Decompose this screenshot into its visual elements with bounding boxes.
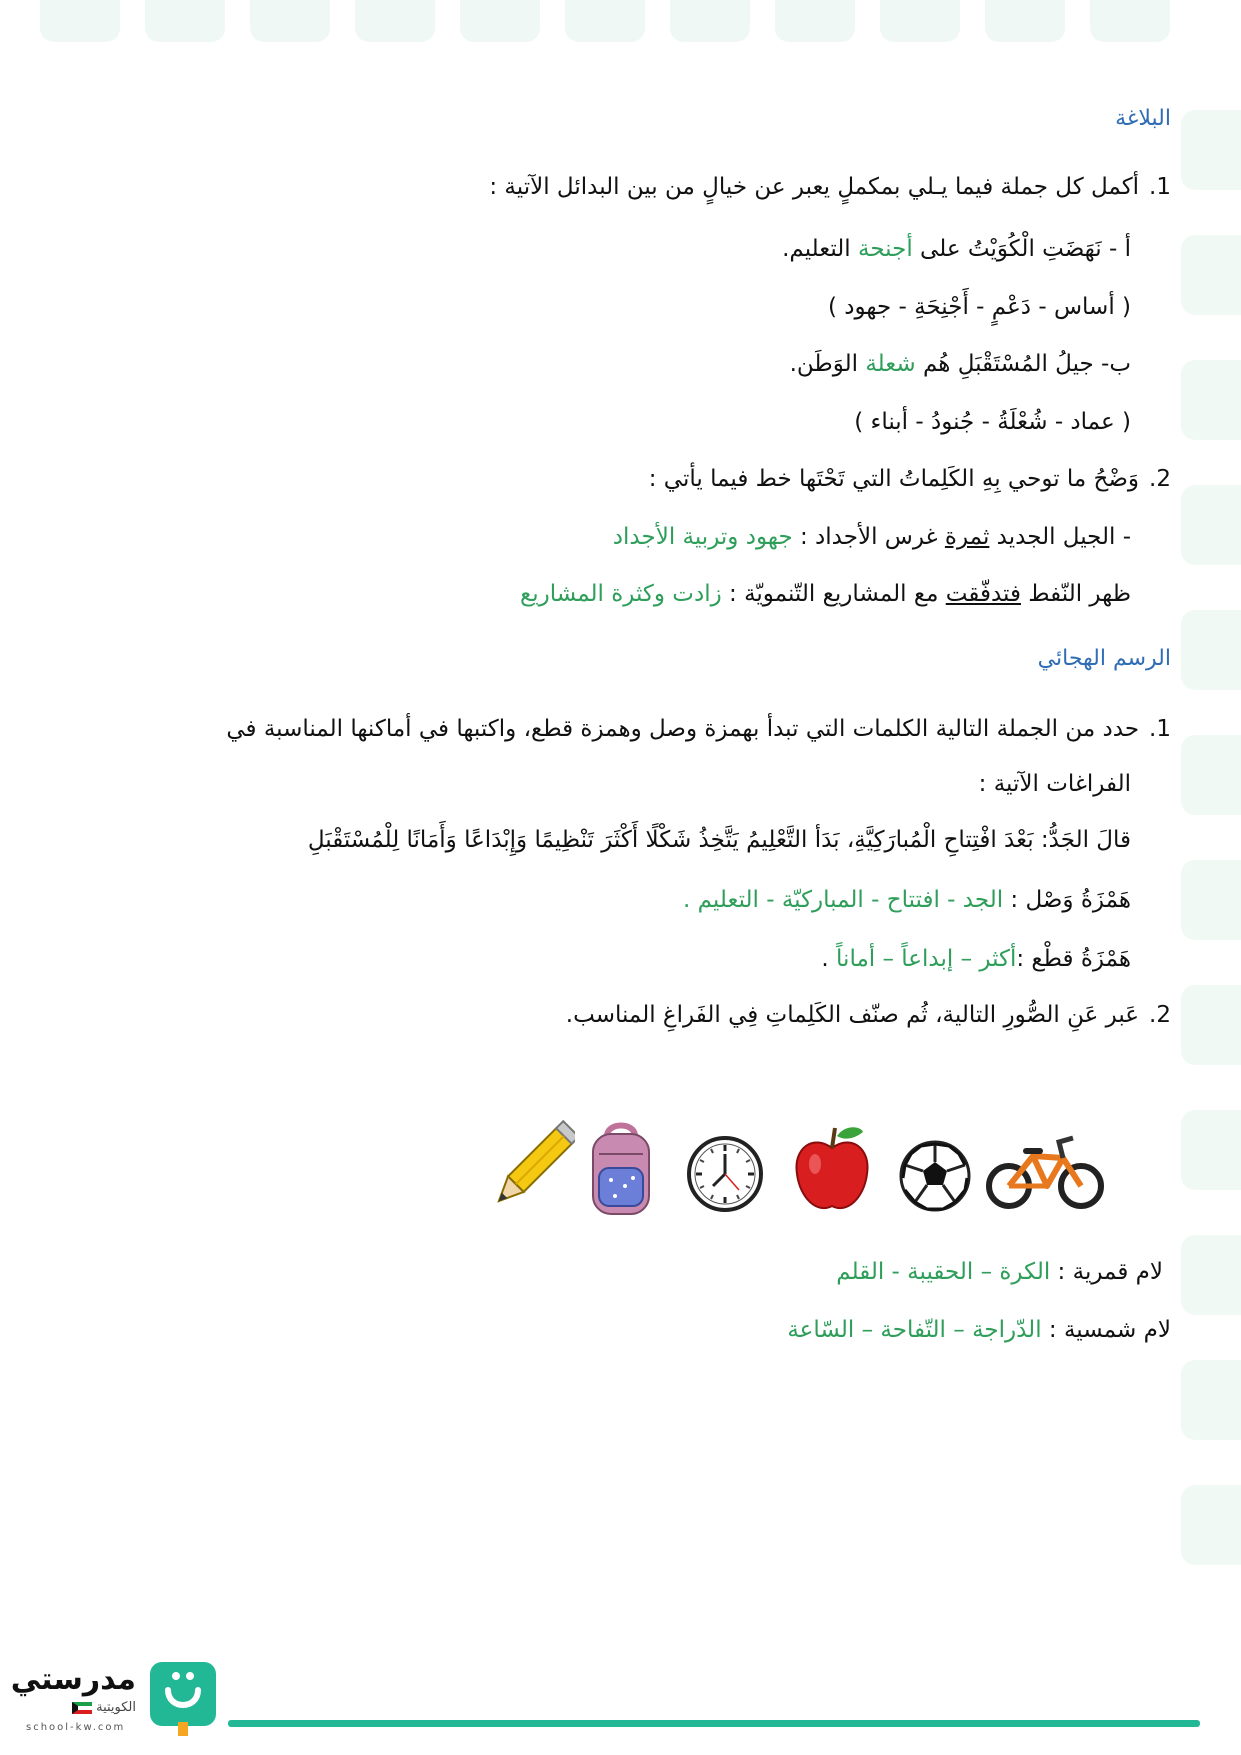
q1a-suffix: التعليم. [782, 236, 851, 262]
backpack-icon [581, 1120, 661, 1220]
footer-logo [10, 1660, 226, 1750]
section-title-rhetoric: البلاغة [1115, 106, 1171, 131]
spelling-q1-prompt-1 [226, 712, 1171, 746]
q2s2-after: مع المشاريع التّنمويّة : [729, 581, 939, 607]
bicycle-icon [985, 1120, 1105, 1220]
rhetoric-q1-prompt [489, 170, 1171, 204]
spelling-q1-text: حدد من الجملة التالية الكلمات التي تبدأ بهمزة وصل وهمزة قطع، واكتبها في أماكنها المناسبة في [226, 716, 1140, 742]
q2s1-before: - الجيل الجديد [996, 524, 1131, 550]
solar-lam-line [787, 1313, 1171, 1347]
q1b-answer: شعلة [865, 351, 916, 377]
logo-title: مدرستي [10, 1662, 136, 1697]
spelling-q1-number: 1. [1149, 716, 1171, 742]
spelling-q2-text: عَبر عَنِ الصُّورِ التالية، ثُم صنّف الكَلِماتِ فِي الفَراغِ المناسب. [565, 1002, 1140, 1028]
clock-icon [685, 1134, 765, 1214]
apple-icon [791, 1120, 873, 1216]
spelling-q1-wasl [683, 883, 1131, 917]
q2s2-answer: زادت وكثرة المشاريع [519, 581, 722, 607]
kuwait-flag-icon [72, 1702, 92, 1714]
wasl-label: هَمْزَةُ وَصْل : [1010, 887, 1131, 913]
spelling-q1-prompt-2: الفراغات الآتية : [978, 771, 1131, 797]
qat-answer: أكثر – إبداعاً – أماناً [836, 946, 1017, 972]
logo-subtitle-text: الكويتية [96, 1700, 136, 1715]
rhetoric-q2-prompt [649, 462, 1171, 496]
solar-answer: الدّراجة – التّفاحة – السّاعة [787, 1317, 1042, 1343]
qat-label: هَمْزَةُ قطْع : [1016, 946, 1131, 972]
logo-url: school-kw.com [26, 1722, 126, 1733]
q2s2-underlined-word: فتدفّقت [945, 581, 1021, 607]
lunar-answer: الكرة – الحقيبة - القلم [836, 1259, 1051, 1285]
rhetoric-q1-b-options: ( عماد - شُعْلَةُ - جُنودُ - أبناء ) [854, 409, 1131, 435]
top-watermark-strip [0, 0, 1241, 60]
rhetoric-q1-a [782, 232, 1131, 266]
q2s2-before: ظهر النّفط [1028, 581, 1131, 607]
rhetoric-q2-sentence-1 [613, 520, 1131, 554]
q1b-suffix: الوَطَن. [789, 351, 859, 377]
rhetoric-q1-a-options: ( أساس - دَعْمٍ - أَجْنِحَةِ - جهود ) [827, 294, 1131, 320]
football-icon [897, 1138, 973, 1214]
wasl-answer: الجد - افتتاح - المباركيّة - التعليم . [683, 887, 1004, 913]
pencil-icon [485, 1120, 575, 1220]
lunar-lam-line [836, 1255, 1163, 1289]
section-title-spelling: الرسم الهجائي [1037, 646, 1171, 671]
spelling-q1-sentence: قالَ الجَدُّ: بَعْدَ افْتِتاحِ الْمُبارَكِيَّةِ، بَدَأ التَّعْلِيمُ يَتَّخِذُ شَكْلًا أَكْثَرَ تَنْظِيمًا وَإِبْدَاعًا وَأَمَانًا لِلْمُسْتَقْبَلِ [307, 827, 1131, 853]
q1a-answer: أجنحة [858, 236, 913, 262]
spelling-q1-qat [821, 942, 1131, 976]
q2s1-answer: جهود وتربية الأجداد [612, 524, 793, 550]
rhetoric-q1-number: 1. [1149, 174, 1171, 200]
rhetoric-q2-number: 2. [1149, 466, 1171, 492]
lunar-label: لام قمرية : [1057, 1259, 1163, 1285]
logo-subtitle [68, 1700, 136, 1715]
q2s1-after: غرس الأجداد : [799, 524, 938, 550]
side-watermark-strip [1171, 90, 1241, 1560]
footer-divider [228, 1720, 1200, 1727]
rhetoric-q1-b [790, 347, 1131, 381]
picture-row [485, 1120, 1115, 1230]
rhetoric-q2-sentence-2 [520, 577, 1131, 611]
q1b-prefix: ب- جيلُ المُسْتَقْبَلِ هُم [922, 351, 1131, 377]
rhetoric-q1-text: أكمل كل جملة فيما يـلي بمكملٍ يعبر عن خيالٍ من بين البدائل الآتية : [489, 174, 1140, 200]
spelling-q2-prompt [566, 998, 1171, 1032]
spelling-q2-number: 2. [1149, 1002, 1171, 1028]
q1a-prefix: أ - نَهَضَتِ الْكُوَيْتُ على [920, 236, 1131, 262]
rhetoric-q2-text: وَضْحُ ما توحي بِهِ الكَلِماتُ التي تَحْتَها خط فيما يأتي : [648, 466, 1140, 492]
solar-label: لام شمسية : [1048, 1317, 1171, 1343]
qat-end: . [821, 946, 829, 972]
logo-mark-icon [148, 1660, 218, 1738]
q2s1-underlined-word: ثمرة [944, 524, 990, 550]
